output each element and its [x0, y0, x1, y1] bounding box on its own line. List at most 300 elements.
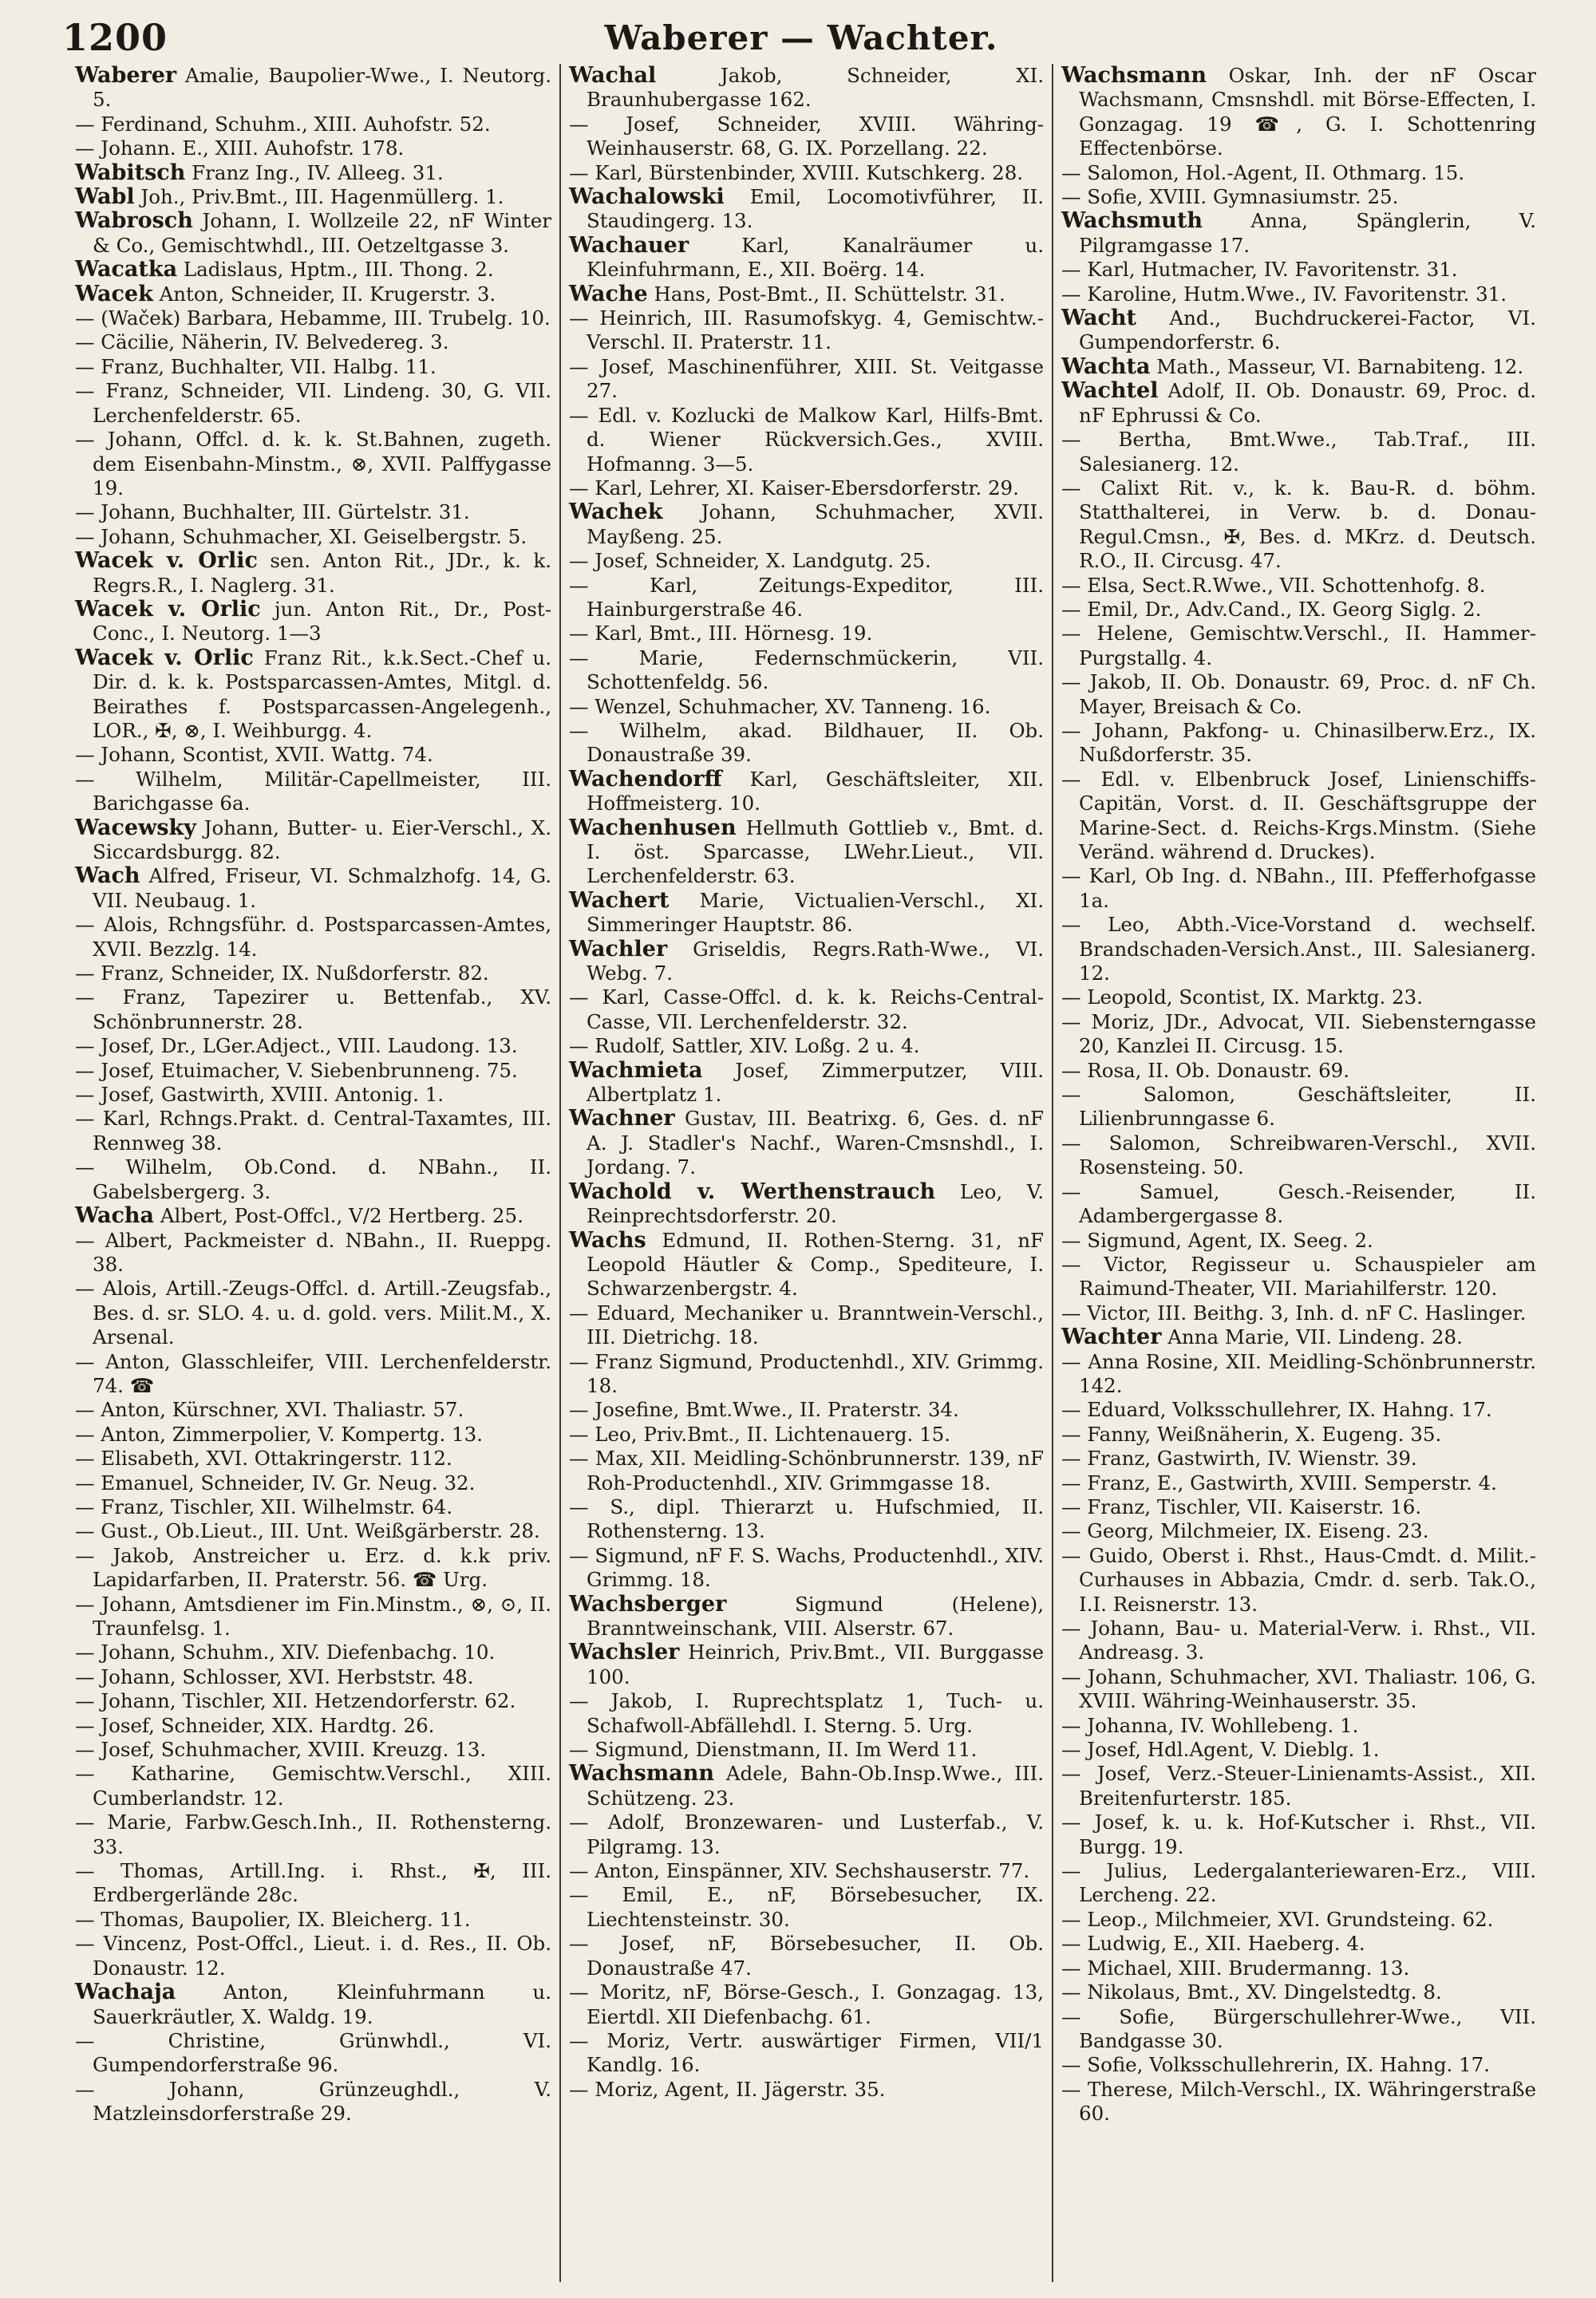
entry-text: — Adolf, Bronzewaren- und Lusterfab., V. Pilgramg. 13. [569, 1810, 1044, 1858]
entry-text: — Emil, E., nF, Börsebesucher, IX. Liechtensteinstr. 30. [569, 1883, 1044, 1931]
entry-text: Johann, Schuhmacher, XVII. Mayßeng. 25. [587, 500, 1044, 548]
directory-entry [1061, 1229, 1536, 1253]
directory-entry [1061, 913, 1536, 985]
entry-text: — Johann, Bau- u. Material-Verw. i. Rhst., VII. Andreasg. 3. [1061, 1617, 1536, 1664]
directory-entry [569, 500, 1044, 549]
directory-entry [1061, 1180, 1536, 1229]
directory-entry [569, 889, 1044, 938]
directory-entry [75, 525, 551, 549]
entry-text: — Karoline, Hutm.Wwe., IV. Favoritenstr. 31. [1061, 282, 1507, 306]
directory-entry [75, 961, 551, 985]
entry-text: — Johann. E., XIII. Auhofstr. 178. [75, 136, 405, 160]
entry-text: — Anton, Glasschleifer, VIII. Lerchenfelderstr. 74. ☎ [75, 1349, 551, 1397]
directory-entry [1061, 64, 1536, 161]
directory-entry [569, 1034, 1044, 1058]
entry-text: Edmund, II. Rothen-Sterng. 31, nF Leopold Häutler & Comp., Spediteure, I. Schwarzenbergstr. 4. [587, 1228, 1044, 1301]
entry-text: — Moriz, Vertr. auswärtiger Firmen, VII/1 Kandlg. 16. [569, 2028, 1044, 2077]
column-right [1052, 64, 1544, 2282]
entry-text: — Franz, Tischler, XII. Wilhelmstr. 64. [75, 1494, 453, 1518]
entry-text: — (Waček) Barbara, Hebamme, III. Trubelg. 10. [75, 306, 551, 330]
directory-entry [1061, 1810, 1536, 1859]
entry-text: — Wenzel, Schuhmacher, XV. Tanneng. 16. [569, 694, 991, 718]
directory-entry [1061, 1301, 1536, 1325]
entry-text: — Moriz, JDr., Advocat, VII. Siebensterngasse 20, Kanzlei II. Circusg. 15. [1061, 1009, 1536, 1058]
directory-entry [75, 1107, 551, 1155]
entry-text: Griseldis, Regrs.Rath-Wwe., VI. Webg. 7. [587, 937, 1044, 985]
directory-entry [75, 1204, 551, 1228]
entry-text: — Helene, Gemischtw.Verschl., II. Hammer-Purgstallg. 4. [1061, 622, 1536, 669]
directory-entry [1061, 1131, 1536, 1180]
entry-text: Johann, I. Wollzeile 22, nF Winter & Co., Gemischtwhdl., III. Oetzeltgasse 3. [93, 209, 551, 257]
entry-text: — Moritz, nF, Börse-Gesch., I. Gonzagag. 13, Eiertdl. XII Diefenbachg. 61. [569, 1980, 1044, 2028]
directory-entry [569, 1229, 1044, 1301]
entry-text: — Calixt Rit. v., k. k. Bau-R. d. böhm. Statthalterei, in Verw. b. d. Donau-Regul.Cmsn., ✠, Bes. d. MKrz. d. Deutsch. R.O., II. Circusg. 47. [1061, 476, 1536, 573]
entry-text: — Sofie, XVIII. Gymnasiumstr. 25. [1061, 185, 1399, 209]
directory-entry [569, 695, 1044, 719]
directory-entry [1061, 1083, 1536, 1131]
entry-text: — Karl, Rchngs.Prakt. d. Central-Taxamtes, III. Rennweg 38. [75, 1107, 551, 1155]
entry-text: — Karl, Bürstenbinder, XVIII. Kutschkerg. 28. [569, 160, 1024, 184]
entry-surname: Wabitsch [75, 160, 186, 185]
directory-entry [75, 1544, 551, 1593]
entry-surname: Wachsmann [569, 1761, 715, 1787]
directory-entry [75, 1059, 551, 1083]
entry-surname: Wacht [1061, 306, 1137, 331]
directory-entry [75, 598, 551, 646]
entry-text: — Karl, Casse-Offcl. d. k. k. Reichs-Central-Casse, VII. Lerchenfelderstr. 32. [569, 985, 1044, 1033]
entry-text: — Salomon, Hol.-Agent, II. Othmarg. 15. [1061, 160, 1465, 184]
entry-text: — Johann, Pakfong- u. Chinasilberw.Erz., IX. Nußdorferstr. 35. [1061, 718, 1536, 767]
entry-text: — Franz, Tapezirer u. Bettenfab., XV. Schönbrunnerstr. 28. [75, 985, 551, 1033]
entry-text: — Anton, Einspänner, XIV. Sechshauserstr. 77. [569, 1859, 1030, 1883]
entry-text: — Karl, Ob Ing. d. NBahn., III. Pfefferhofgasse 1a. [1061, 864, 1536, 912]
directory-entry [75, 282, 551, 306]
entry-surname: Wacek v. Orlic [75, 645, 254, 670]
directory-entry [1061, 1325, 1536, 1349]
directory-entry [1061, 1908, 1536, 1932]
directory-entry [1061, 306, 1536, 355]
directory-entry [1061, 2078, 1536, 2126]
entry-text: Amalie, Baupolier-Wwe., I. Neutorg. 5. [93, 64, 551, 112]
entry-text: sen. Anton Rit., JDr., k. k. Regrs.R., I. Naglerg. 31. [93, 549, 551, 597]
entry-text: — Rudolf, Sattler, XIV. Loßg. 2 u. 4. [569, 1034, 920, 1058]
directory-entry [1061, 1738, 1536, 1762]
directory-entry [569, 1180, 1044, 1229]
directory-entry [75, 136, 551, 160]
directory-entry [75, 1155, 551, 1204]
entry-surname: Wachta [1061, 353, 1151, 379]
entry-text: — Sigmund, Agent, IX. Seeg. 2. [1061, 1228, 1373, 1252]
entry-text: Hans, Post-Bmt., II. Schüttelstr. 31. [647, 282, 1005, 306]
entry-text: — Michael, XIII. Brudermanng. 13. [1061, 1956, 1410, 1980]
entry-text: — Johann, Schuhmacher, XVI. Thaliastr. 106, G. XVIII. Währing-Weinhauserstr. 35. [1061, 1664, 1536, 1713]
entry-text: Anton, Kleinfuhrmann u. Sauerkräutler, X. Waldg. 19. [93, 1980, 551, 2028]
directory-entry [569, 768, 1044, 816]
entry-surname: Wacewsky [75, 815, 196, 840]
entry-text: — Josefine, Bmt.Wwe., II. Praterstr. 34. [569, 1398, 959, 1422]
entry-text: — Johann, Tischler, XII. Hetzendorferstr. 62. [75, 1689, 516, 1713]
directory-entry [1061, 428, 1536, 476]
directory-entry [569, 719, 1044, 768]
directory-entry [569, 1932, 1044, 1980]
entry-text: — Wilhelm, Ob.Cond. d. NBahn., II. Gabelsbergerg. 3. [75, 1155, 551, 1203]
directory-entry [569, 1447, 1044, 1495]
directory-entry [75, 1277, 551, 1349]
directory-entry [569, 1423, 1044, 1447]
entry-text: — Johann, Schuhmacher, XI. Geiselbergstr. 5. [75, 524, 527, 548]
entry-text: — Sofie, Volksschullehrerin, IX. Hahng. 17. [1061, 2053, 1491, 2077]
directory-entry [75, 161, 551, 185]
directory-entry [1061, 1010, 1536, 1059]
entry-text: — Edl. v. Kozlucki de Malkow Karl, Hilfs-Bmt. d. Wiener Rückversich.Ges., XVIII. Hofmanng. 3—5. [569, 403, 1044, 476]
directory-entry [1061, 1956, 1536, 1980]
entry-text: — Johann, Buchhalter, III. Gürtelstr. 31. [75, 500, 470, 524]
directory-entry [75, 1980, 551, 2029]
directory-entry [1061, 1519, 1536, 1543]
directory-entry [1061, 1471, 1536, 1495]
directory-entry [75, 1471, 551, 1495]
directory-entry [75, 1083, 551, 1107]
entry-text: — Franz Sigmund, Productenhdl., XIV. Grimmg. 18. [569, 1349, 1044, 1397]
directory-entry [1061, 2053, 1536, 2077]
entry-text: — Marie, Federnschmückerin, VII. Schottenfeldg. 56. [569, 646, 1044, 694]
entry-text: — Josef, Etuimacher, V. Siebenbrunneng. 75. [75, 1058, 518, 1082]
entry-text: Jakob, Schneider, XI. Braunhubergasse 162. [587, 64, 1044, 112]
entry-text: — Julius, Ledergalanteriewaren-Erz., VIII. Lercheng. 22. [1061, 1859, 1536, 1907]
entry-text: — Karl, Bmt., III. Hörnesg. 19. [569, 622, 873, 646]
entry-text: — Eduard, Mechaniker u. Branntwein-Verschl., III. Dietrichg. 18. [569, 1301, 1044, 1349]
entry-text: — Leop., Milchmeier, XVI. Grundsteing. 62. [1061, 1907, 1494, 1931]
entry-text: Emil, Locomotivführer, II. Staudingerg. 13. [587, 185, 1044, 233]
entry-surname: Wabl [75, 184, 135, 210]
directory-entry [1061, 1447, 1536, 1471]
entry-text: — Leo, Priv.Bmt., II. Lichtenauerg. 15. [569, 1422, 951, 1446]
directory-entry [1061, 1762, 1536, 1810]
entry-surname: Wachler [569, 936, 668, 961]
entry-text: Hellmuth Gottlieb v., Bmt. d. I. öst. Sparcasse, LWehr.Lieut., VII. Lerchenfelderstr. 63. [587, 815, 1044, 888]
entry-text: — Franz, Tischler, VII. Kaiserstr. 16. [1061, 1494, 1422, 1518]
entry-surname: Wacek v. Orlic [75, 548, 258, 574]
entry-text: — Josef, Schuhmacher, XVIII. Kreuzg. 13. [75, 1738, 487, 1762]
directory-entry [1061, 1714, 1536, 1738]
entry-text: — Josef, Schneider, XIX. Hardtg. 26. [75, 1713, 435, 1737]
entry-text: — Georg, Milchmeier, IX. Eiseng. 23. [1061, 1519, 1429, 1543]
directory-entry [569, 1859, 1044, 1883]
directory-entry [1061, 719, 1536, 768]
directory-entry [1061, 476, 1536, 574]
page-number: 1200 [62, 16, 168, 59]
entry-text: — Leo, Abth.-Vice-Vorstand d. wechself. Brandschaden-Versich.Anst., III. Salesianerg. 12. [1061, 913, 1536, 985]
directory-entry [569, 404, 1044, 476]
entry-text: — Franz, E., Gastwirth, XVIII. Semperstr. 4. [1061, 1471, 1497, 1494]
entry-text: — Eduard, Volksschullehrer, IX. Hahng. 17. [1061, 1398, 1492, 1422]
entry-text: Adele, Bahn-Ob.Insp.Wwe., III. Schützeng. 23. [587, 1762, 1044, 1810]
entry-text: Albert, Post-Offcl., V/2 Hertberg. 25. [154, 1204, 523, 1228]
entry-text: — Johanna, IV. Wohllebeng. 1. [1061, 1713, 1359, 1737]
entry-text: — Samuel, Gesch.-Reisender, II. Adambergergasse 8. [1061, 1179, 1536, 1228]
directory-entry [75, 1762, 551, 1810]
entry-text: — Thomas, Baupolier, IX. Bleicherg. 11. [75, 1907, 471, 1931]
entry-text: — Alois, Artill.-Zeugs-Offcl. d. Artill.-Zeugsfab., Bes. d. sr. SLO. 4. u. d. gold. vers. Milit.M., X. Arsenal. [75, 1277, 551, 1349]
directory-entry [75, 816, 551, 865]
directory-entry [1061, 622, 1536, 670]
directory-entry [1061, 598, 1536, 622]
directory-entry [1061, 1932, 1536, 1956]
entry-text: — S., dipl. Thierarzt u. Hufschmied, II. Rothensterng. 13. [569, 1494, 1044, 1543]
entry-text: — Franz, Schneider, VII. Lindeng. 30, G. VII. Lerchenfelderstr. 65. [75, 379, 551, 427]
entry-surname: Wachendorff [569, 766, 722, 792]
directory-entry [569, 1980, 1044, 2029]
entry-text: — Josef, k. u. k. Hof-Kutscher i. Rhst., VII. Burgg. 19. [1061, 1810, 1536, 1858]
entry-text: Marie, Victualien-Verschl., XI. Simmeringer Hauptstr. 86. [587, 888, 1044, 937]
entry-surname: Wachter [1061, 1325, 1162, 1350]
entry-surname: Wache [569, 281, 648, 306]
directory-entry [569, 161, 1044, 185]
directory-entry [75, 306, 551, 330]
entry-text: — Gust., Ob.Lieut., III. Unt. Weißgärberstr. 28. [75, 1519, 540, 1543]
directory-entry [75, 258, 551, 282]
entry-text: Alfred, Friseur, VI. Schmalzhofg. 14, G. VII. Neubaug. 1. [93, 864, 551, 912]
directory-entry [569, 1495, 1044, 1544]
entry-text: — Victor, Regisseur u. Schauspieler am Raimund-Theater, VII. Mariahilferstr. 120. [1061, 1252, 1536, 1301]
entry-surname: Wachek [569, 499, 663, 525]
entry-text: — Katharine, Gemischtw.Verschl., XIII. Cumberlandstr. 12. [75, 1762, 551, 1810]
directory-entry [75, 913, 551, 961]
directory-entry [1061, 1665, 1536, 1714]
entry-text: — Marie, Farbw.Gesch.Inh., II. Rothensterng. 33. [75, 1810, 551, 1858]
entry-text: — Jakob, I. Ruprechtsplatz 1, Tuch- u. Schafwoll-Abfällehdl. I. Sterng. 5. Urg. [569, 1689, 1044, 1737]
entry-text: — Albert, Packmeister d. NBahn., II. Rueppg. 38. [75, 1228, 551, 1276]
entry-text: jun. Anton Rit., Dr., Post-Conc., I. Neutorg. 1—3 [93, 597, 551, 646]
entry-surname: Wachsler [569, 1640, 680, 1665]
directory-entry [569, 622, 1044, 646]
entry-text: — Franz, Buchhalter, VII. Halbg. 11. [75, 354, 437, 378]
directory-entry [569, 1301, 1044, 1350]
entry-text: Franz Ing., IV. Alleeg. 31. [185, 160, 444, 184]
entry-text: — Johann, Schlosser, XVI. Herbststr. 48. [75, 1664, 474, 1688]
entry-surname: Wachs [569, 1227, 646, 1253]
directory-entry [569, 816, 1044, 889]
directory-entry [1061, 379, 1536, 428]
entry-text: — Anna Rosine, XII. Meidling-Schönbrunnerstr. 142. [1061, 1349, 1536, 1397]
directory-entry [1061, 258, 1536, 282]
directory-entry [1061, 574, 1536, 598]
directory-entry [1061, 1544, 1536, 1617]
entry-text: Anna, Spänglerin, V. Pilgramgasse 17. [1079, 209, 1536, 257]
entry-text: Adolf, II. Ob. Donaustr. 69, Proc. d. nF Ephrussi & Co. [1079, 379, 1536, 427]
directory-entry [75, 428, 551, 500]
entry-text: — Sofie, Bürgerschullehrer-Wwe., VII. Bandgasse 30. [1061, 2004, 1536, 2052]
entry-text: — Josef, Maschinenführer, XIII. St. Veitgasse 27. [569, 354, 1044, 403]
entry-text: — Heinrich, III. Rasumofskyg. 4, Gemischtw.-Verschl. II. Praterstr. 11. [569, 306, 1044, 354]
directory-entry [1061, 1423, 1536, 1447]
directory-entry [1061, 161, 1536, 185]
entry-text: — Franz, Schneider, IX. Nußdorferstr. 82. [75, 961, 489, 985]
directory-entry [75, 1859, 551, 1908]
directory-entry [569, 2078, 1044, 2102]
entry-text: — Anton, Zimmerpolier, V. Kompertg. 13. [75, 1422, 484, 1446]
entry-surname: Wacek [75, 281, 153, 306]
entry-text: — Johann, Schuhm., XIV. Diefenbachg. 10. [75, 1641, 496, 1664]
entry-text: — Johann, Offcl. d. k. k. St.Bahnen, zugeth. dem Eisenbahn-Minstm., ⊗, XVII. Palffygasse 19. [75, 428, 551, 499]
entry-text: — Wilhelm, Militär-Capellmeister, III. Barichgasse 6a. [75, 767, 551, 815]
directory-entry [1061, 209, 1536, 258]
directory-entry [569, 574, 1044, 622]
entry-text: Gustav, III. Beatrixg. 6, Ges. d. nF A. J. Stadler's Nachf., Waren-Cmsnshdl., I. Jordang. 7. [587, 1107, 1044, 1179]
entry-text: — Josef, Schneider, XVIII. Währing-Weinhauserstr. 68, G. IX. Porzellang. 22. [569, 112, 1044, 160]
entry-surname: Wachenhusen [569, 815, 737, 840]
entry-text: Johann, Butter- u. Eier-Verschl., X. Siccardsburgg. 82. [93, 815, 551, 863]
directory-entry [75, 1641, 551, 1664]
entry-text: — Max, XII. Meidling-Schönbrunnerstr. 139, nF Roh-Productenhdl., XIV. Grimmgasse 18. [569, 1447, 1044, 1494]
entry-text: — Fanny, Weißnäherin, X. Eugeng. 35. [1061, 1422, 1442, 1446]
directory-entry [75, 330, 551, 354]
directory-entry [75, 185, 551, 209]
entry-text: — Johann, Amtsdiener im Fin.Minstm., ⊗, ⊙, II. Traunfelsg. 1. [75, 1592, 551, 1640]
entry-text: — Salomon, Schreibwaren-Verschl., XVII. Rosensteing. 50. [1061, 1131, 1536, 1179]
entry-text: Joh., Priv.Bmt., III. Hagenmüllerg. 1. [134, 185, 504, 209]
entry-surname: Wachsberger [569, 1591, 727, 1617]
entry-text: And., Buchdruckerei-Factor, VI. Gumpendorferstr. 6. [1079, 306, 1536, 354]
directory-entry [569, 1059, 1044, 1108]
directory-entry [569, 64, 1044, 113]
entry-text: — Leopold, Scontist, IX. Marktg. 23. [1061, 985, 1424, 1009]
directory-entry [75, 1810, 551, 1859]
directory-entry [569, 1883, 1044, 1932]
entry-surname: Wacha [75, 1203, 155, 1229]
directory-entry [569, 476, 1044, 500]
directory-entry [569, 185, 1044, 234]
directory-entry [1061, 1253, 1536, 1301]
column-left [67, 64, 559, 2282]
directory-entry [1061, 1398, 1536, 1422]
entry-text: Leo, V. Reinprechtsdorferstr. 20. [587, 1179, 1044, 1228]
entry-text: — Thomas, Artill.Ing. i. Rhst., ✠, III. Erdbergerlände 28c. [75, 1859, 551, 1907]
entry-surname: Wachtel [1061, 378, 1159, 404]
entry-text: — Josef, Hdl.Agent, V. Dieblg. 1. [1061, 1738, 1380, 1762]
directory-entry [569, 1350, 1044, 1399]
entry-text: — Anton, Kürschner, XVI. Thaliastr. 57. [75, 1398, 464, 1422]
entry-surname: Wacatka [75, 257, 178, 282]
entry-surname: Wacek v. Orlic [75, 596, 261, 622]
entry-surname: Wachalowski [569, 184, 725, 210]
entry-text: — Jakob, II. Ob. Donaustr. 69, Proc. d. nF Ch. Mayer, Breisach & Co. [1061, 670, 1536, 718]
entry-surname: Wach [75, 863, 140, 889]
entry-text: — Alois, Rchngsführ. d. Postsparcassen-Amtes, XVII. Bezzlg. 14. [75, 913, 551, 961]
directory-entry [1061, 185, 1536, 209]
directory-entry [569, 985, 1044, 1034]
entry-text: — Edl. v. Elbenbruck Josef, Linienschiffs-Capitän, Vorst. d. II. Geschäftsgruppe der Marine-Sect. d. Reichs-Krgs.Minstm. (Siehe Veränd. während d. Druckes). [1061, 767, 1536, 863]
entry-text: Sigmund (Helene), Branntweinschank, VIII. Alserstr. 67. [587, 1592, 1044, 1640]
entry-text: — Josef, Schneider, X. Landgutg. 25. [569, 549, 931, 573]
entry-text: — Karl, Zeitungs-Expeditor, III. Hainburgerstraße 46. [569, 573, 1044, 621]
entry-text: Anton, Schneider, II. Krugerstr. 3. [152, 282, 496, 306]
directory-entry [75, 1350, 551, 1399]
directory-entry [569, 549, 1044, 573]
directory-entry [75, 500, 551, 524]
entry-text: — Josef, Dr., LGer.Adject., VIII. Laudong. 13. [75, 1034, 518, 1058]
entry-surname: Wachaja [75, 1980, 176, 2005]
directory-entry [1061, 1059, 1536, 1083]
directory-entry [1061, 2005, 1536, 2054]
entry-text: — Ferdinand, Schuhm., XIII. Auhofstr. 52. [75, 112, 491, 136]
directory-entry [569, 1762, 1044, 1810]
entry-text: — Cäcilie, Näherin, IV. Belvedereg. 3. [75, 330, 449, 354]
entry-text: — Therese, Milch-Verschl., IX. Währingerstraße 60. [1061, 2077, 1536, 2126]
entry-text: — Sigmund, Dienstmann, II. Im Werd 11. [569, 1738, 978, 1762]
directory-entry [569, 1593, 1044, 1641]
entry-text: — Johann, Scontist, XVII. Wattg. 74. [75, 743, 433, 767]
directory-entry [1061, 1350, 1536, 1399]
entry-text: Karl, Kanalräumer u. Kleinfuhrmann, E., XII. Boërg. 14. [587, 233, 1044, 282]
entry-surname: Wabrosch [75, 208, 193, 234]
directory-entry [75, 743, 551, 767]
directory-entry [569, 282, 1044, 306]
entry-surname: Waberer [75, 64, 177, 88]
entry-text: — Guido, Oberst i. Rhst., Haus-Cmdt. d. Milit.-Curhauses in Abbazia, Cmdr. d. serb. Tak.O., I.I. Reisnerstr. 13. [1061, 1543, 1536, 1616]
directory-entry [75, 549, 551, 598]
entry-text: — Johann, Grünzeughdl., V. Matzleinsdorferstraße 29. [75, 2077, 551, 2126]
directory-entry [75, 768, 551, 816]
entry-text: — Emil, Dr., Adv.Cand., IX. Georg Siglg. 2. [1061, 597, 1482, 621]
entry-surname: Wachert [569, 887, 670, 913]
entry-text: — Ludwig, E., XII. Haeberg. 4. [1061, 1932, 1365, 1956]
entry-text: — Wilhelm, akad. Bildhauer, II. Ob. Donaustraße 39. [569, 718, 1044, 767]
entry-text: — Sigmund, nF F. S. Wachs, Productenhdl., XIV. Grimmg. 18. [569, 1543, 1044, 1592]
columns [67, 64, 1545, 2282]
entry-text: — Salomon, Geschäftsleiter, II. Lilienbrunngasse 6. [1061, 1083, 1536, 1131]
directory-entry [75, 985, 551, 1034]
directory-entry [75, 1908, 551, 1932]
entry-surname: Wachsmuth [1061, 208, 1203, 234]
directory-entry [569, 1810, 1044, 1859]
directory-entry [1061, 864, 1536, 913]
directory-entry [75, 1398, 551, 1422]
entry-text: Karl, Geschäftsleiter, XII. Hoffmeisterg. 10. [587, 767, 1044, 815]
entry-text: — Josef, Gastwirth, XVIII. Antonig. 1. [75, 1083, 444, 1107]
directory-entry [75, 1665, 551, 1689]
directory-entry [569, 234, 1044, 282]
directory-entry [75, 1519, 551, 1543]
entry-text: — Franz, Gastwirth, IV. Wienstr. 39. [1061, 1447, 1417, 1471]
entry-text: — Bertha, Bmt.Wwe., Tab.Traf., III. Salesianerg. 12. [1061, 428, 1536, 476]
entry-surname: Wachmieta [569, 1057, 703, 1083]
directory-entry [1061, 1859, 1536, 1908]
page-header [62, 14, 1540, 61]
directory-entry [75, 1689, 551, 1713]
entry-text: — Karl, Lehrer, XI. Kaiser-Ebersdorferstr. 29. [569, 476, 1019, 499]
directory-entry [569, 1738, 1044, 1762]
directory-entry [569, 1641, 1044, 1689]
directory-entry [1061, 1980, 1536, 2004]
directory-entry [75, 1447, 551, 1471]
directory-entry [75, 113, 551, 136]
entry-text: — Josef, nF, Börsebesucher, II. Ob. Donaustraße 47. [569, 1932, 1044, 1980]
entry-text: — Christine, Grünwhdl., VI. Gumpendorferstraße 96. [75, 2028, 551, 2077]
column-middle [559, 64, 1052, 2282]
entry-text: — Elsa, Sect.R.Wwe., VII. Schottenhofg. 8. [1061, 573, 1486, 597]
directory-entry [75, 1932, 551, 1980]
directory-entry [1061, 282, 1536, 306]
directory-entry [569, 355, 1044, 404]
directory-entry [75, 2078, 551, 2126]
entry-text: — Vincenz, Post-Offcl., Lieut. i. d. Res., II. Ob. Donaustr. 12. [75, 1932, 551, 1980]
entry-text: — Emanuel, Schneider, IV. Gr. Neug. 32. [75, 1471, 476, 1494]
directory-entry [75, 355, 551, 379]
directory-entry [569, 1544, 1044, 1593]
directory-entry [569, 306, 1044, 355]
entry-text: Anna Marie, VII. Lindeng. 28. [1161, 1325, 1463, 1349]
